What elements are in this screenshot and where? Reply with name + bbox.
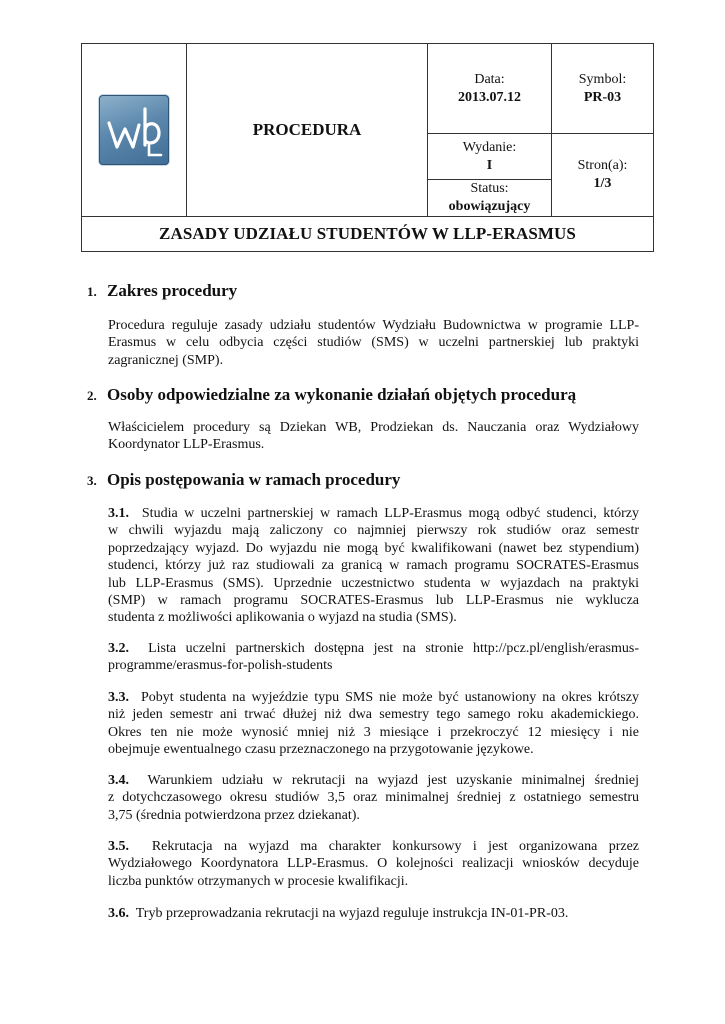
section-2-paragraph <box>108 419 639 454</box>
section-heading-2 <box>87 385 576 405</box>
text-line: Erasmus w celu odbycia części studiów (SMS) w uczelni partnerskiej lub praktyki <box>108 335 639 351</box>
point-number: 3.1. <box>108 506 129 521</box>
section-heading-3 <box>87 470 400 490</box>
section-title: Zakres procedury <box>107 281 238 300</box>
point-text: Pobyt studenta na wyjeździe typu SMS nie może być ustanowiony na okres krótszy <box>140 690 640 705</box>
text-line: Procedura reguluje zasady udziału studentów Wydziału Budownictwa w programie LLP- <box>108 318 639 333</box>
text-line: niż jeden semestr ani trwać dłużej niż dwa semestry tego samego roku akademickiego. <box>108 707 639 723</box>
point-text: Lista uczelni partnerskich dostępna jest na stronie http://pcz.pl/english/erasmus- <box>148 641 640 656</box>
text-line: z dotychczasowego okresu studiów 3,5 oraz minimalnej średniej z ostatniego semestru <box>108 790 639 806</box>
procedure-title: PROCEDURA <box>187 44 428 217</box>
point-3-3 <box>108 689 639 759</box>
procedure-subject: ZASADY UDZIAŁU STUDENTÓW W LLP-ERASMUS <box>82 217 654 252</box>
section-number: 3. <box>87 473 97 488</box>
text-line: w chwili wyjazdu mają zaliczony co najmniej pierwszy rok studiów oraz semestr <box>108 523 639 539</box>
point-number: 3.2. <box>108 641 129 656</box>
text-line: lub LLP-Erasmus (SMS). Uprzednie uczestnictwo studenta w wyjazdach na praktyki <box>108 575 639 591</box>
section-number: 2. <box>87 388 97 403</box>
edition-label: Wydanie: <box>462 139 517 155</box>
text-line <box>108 905 639 922</box>
point-3-2 <box>108 640 639 675</box>
point-text: Warunkiem udziału w rekrutacji na wyjazd jest uzyskanie minimalnej średniej <box>147 773 640 788</box>
text-line: poprzedzający wyjazd. Do wyjazdu nie mogą być kwalifikowani (nawet bez stypendium) <box>108 540 639 556</box>
symbol-value: PR-03 <box>583 89 622 105</box>
section-number: 1. <box>87 284 97 299</box>
text-line: obejmuje ewentualnego czasu przeznaczonego na przygotowanie językowe. <box>108 742 534 758</box>
section-heading-1 <box>87 281 237 301</box>
status-value: obowiązujący <box>448 199 531 214</box>
text-line <box>108 689 639 706</box>
text-line: programme/erasmus-for-polish-students <box>108 658 333 674</box>
point-3-1 <box>108 505 639 627</box>
text-line <box>108 838 639 855</box>
text-line: studenci, którzy już raz studiowali za granicą w ramach programu SOCRATES-Erasmus <box>108 558 639 574</box>
date-cell <box>428 44 552 134</box>
point-number: 3.4. <box>108 773 129 788</box>
text-line: liczba punktów otrzymanych w procesie kwalifikacji. <box>108 873 409 889</box>
faculty-logo <box>99 95 169 165</box>
date-label: Data: <box>474 71 505 87</box>
point-number: 3.6. <box>108 906 129 921</box>
point-3-5 <box>108 838 639 890</box>
point-text: Studia w uczelni partnerskiej w ramach LLP-Erasmus mogą odbyć studenci, którzy <box>141 506 640 521</box>
edition-value: I <box>486 157 493 173</box>
text-line <box>108 640 639 657</box>
text-line: studenta z możliwości aplikowania o wyjazd na studia (SMS). <box>108 610 457 626</box>
pages-value: 1/3 <box>593 176 612 191</box>
pages-label: Stron(a): <box>577 158 628 173</box>
document-header <box>81 43 651 249</box>
section-title: Osoby odpowiedzialne za wykonanie działań objętych procedurą <box>107 385 577 404</box>
symbol-cell <box>552 44 654 134</box>
point-text: Rekrutacja na wyjazd ma charakter konkursowy i jest organizowana przez <box>151 839 639 854</box>
logo-cell <box>82 44 187 217</box>
pages-cell <box>552 134 654 217</box>
section-1-paragraph <box>108 317 639 369</box>
point-number: 3.5. <box>108 839 129 854</box>
status-cell <box>428 180 552 217</box>
symbol-label: Symbol: <box>578 71 627 87</box>
text-line: Koordynator LLP-Erasmus. <box>108 437 265 453</box>
text-line: 3,75 (średnia potwierdzona przez dziekanat). <box>108 807 360 823</box>
text-line: (SMP) w ramach programu SOCRATES-Erasmus lub LLP-Erasmus nie wyklucza <box>108 592 639 608</box>
text-line <box>108 772 639 789</box>
text-line: Wydziałowego Koordynatora LLP-Erasmus. O kolejności realizacji wniosków decyduje <box>108 856 639 872</box>
edition-cell <box>428 134 552 180</box>
wb-logo-icon <box>99 95 169 165</box>
header-table <box>81 43 654 252</box>
point-text: Tryb przeprowadzania rekrutacji na wyjazd reguluje instrukcja IN-01-PR-03. <box>135 906 569 921</box>
point-number: 3.3. <box>108 690 129 705</box>
point-3-6 <box>108 905 639 922</box>
text-line: Właścicielem procedury są Dziekan WB, Prodziekan ds. Nauczania oraz Wydziałowy <box>108 420 639 435</box>
text-line: zagranicznej (SMP). <box>108 352 224 368</box>
text-line: Okres ten nie może wynosić mniej niż 3 miesiące i przekroczyć 12 miesięcy i nie <box>108 724 639 740</box>
section-title: Opis postępowania w ramach procedury <box>107 470 401 489</box>
status-label: Status: <box>470 181 509 196</box>
text-line <box>108 505 639 522</box>
date-value: 2013.07.12 <box>458 89 521 105</box>
point-3-4 <box>108 772 639 824</box>
